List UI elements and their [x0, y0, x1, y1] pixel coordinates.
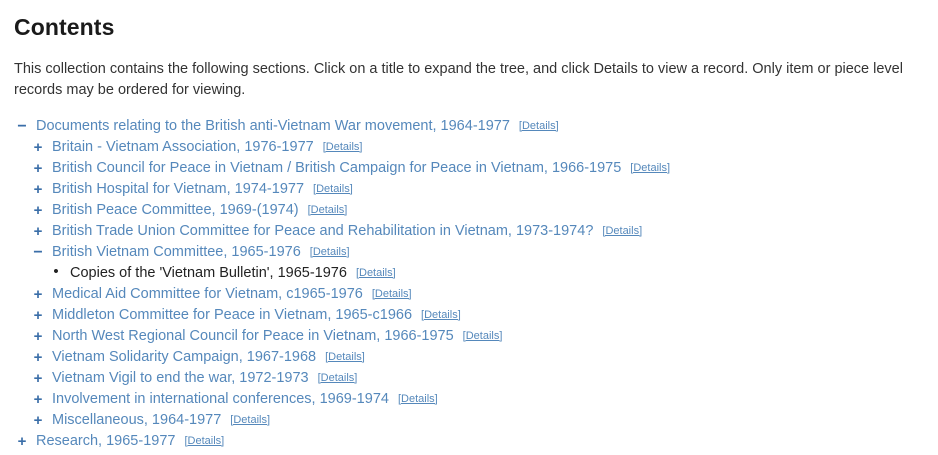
tree-node — [30, 325, 924, 346]
tree-node-title[interactable]: British Hospital for Vietnam, 1974-1977 — [52, 180, 305, 197]
tree-node-title[interactable]: Documents relating to the British anti-Vietnam War movement, 1964-1977 — [36, 117, 510, 134]
tree-node — [30, 283, 924, 304]
tree-node — [30, 367, 924, 388]
page-title: Contents — [14, 14, 115, 40]
tree-node — [30, 304, 924, 325]
intro-text: This collection contains the following sections. Click on a title to expand the tree, and click Details to view a record. Only item or piece level records may be ordered for viewing. — [14, 61, 903, 99]
expand-icon[interactable]: + — [33, 285, 43, 303]
collapse-icon[interactable]: − — [17, 117, 27, 135]
expand-icon[interactable]: + — [33, 369, 43, 387]
tree-node-title[interactable]: Miscellaneous, 1964-1977 — [52, 411, 222, 428]
details-link[interactable]: [Details] — [230, 413, 271, 426]
tree-node — [14, 430, 924, 451]
tree-node — [30, 220, 924, 241]
tree-node — [30, 409, 924, 430]
tree-node — [30, 199, 924, 220]
tree-node-title[interactable]: Research, 1965-1977 — [36, 432, 176, 449]
details-link[interactable]: [Details] — [307, 203, 348, 216]
tree-node — [30, 178, 924, 199]
details-link[interactable]: [Details] — [309, 245, 350, 258]
expand-icon[interactable]: + — [33, 327, 43, 345]
tree-node — [30, 346, 924, 367]
tree-node-title[interactable]: Middleton Committee for Peace in Vietnam, 1965-c1966 — [52, 306, 413, 323]
tree-node-title[interactable]: Vietnam Vigil to end the war, 1972-1973 — [52, 369, 309, 386]
expand-icon[interactable]: + — [17, 432, 27, 450]
details-link[interactable]: [Details] — [317, 371, 358, 384]
tree-node-title[interactable]: Vietnam Solidarity Campaign, 1967-1968 — [52, 348, 317, 365]
details-link[interactable]: [Details] — [371, 287, 412, 300]
details-link[interactable]: [Details] — [397, 392, 438, 405]
details-link[interactable]: [Details] — [462, 329, 503, 342]
tree-node — [30, 157, 924, 178]
details-link[interactable]: [Details] — [421, 308, 461, 321]
bullet-icon: • — [53, 262, 59, 280]
expand-icon[interactable]: + — [33, 348, 43, 366]
expand-icon[interactable]: + — [33, 201, 43, 219]
details-link[interactable]: [Details] — [630, 161, 671, 174]
tree-node — [48, 262, 924, 283]
details-link[interactable]: [Details] — [313, 182, 353, 195]
details-link[interactable]: [Details] — [322, 140, 363, 153]
details-link[interactable]: [Details] — [325, 350, 365, 363]
tree-node-title[interactable]: British Peace Committee, 1969-(1974) — [52, 201, 299, 218]
contents-tree — [14, 115, 924, 451]
tree-node-title[interactable]: Medical Aid Committee for Vietnam, c1965-1976 — [52, 285, 363, 302]
collapse-icon[interactable]: − — [33, 243, 43, 261]
expand-icon[interactable]: + — [33, 138, 43, 156]
details-link[interactable]: [Details] — [184, 434, 225, 447]
expand-icon[interactable]: + — [33, 180, 43, 198]
details-link[interactable]: [Details] — [518, 119, 559, 132]
tree-node — [30, 136, 924, 157]
tree-node-title[interactable]: British Trade Union Committee for Peace and Rehabilitation in Vietnam, 1973-1974? — [52, 222, 594, 239]
tree-node — [14, 115, 924, 136]
tree-node-title[interactable]: Britain - Vietnam Association, 1976-1977 — [52, 138, 314, 155]
tree-node-title[interactable]: North West Regional Council for Peace in Vietnam, 1966-1975 — [52, 327, 454, 344]
expand-icon[interactable]: + — [33, 159, 43, 177]
expand-icon[interactable]: + — [33, 306, 43, 324]
expand-icon[interactable]: + — [33, 222, 43, 240]
details-link[interactable]: [Details] — [355, 266, 396, 279]
tree-node-title[interactable]: Copies of the 'Vietnam Bulletin', 1965-1976 — [70, 264, 347, 281]
tree-node-title[interactable]: Involvement in international conferences, 1969-1974 — [52, 390, 389, 407]
expand-icon[interactable]: + — [33, 390, 43, 408]
tree-node — [30, 241, 924, 262]
expand-icon[interactable]: + — [33, 411, 43, 429]
tree-node-title[interactable]: British Vietnam Committee, 1965-1976 — [52, 243, 301, 260]
tree-node-title[interactable]: British Council for Peace in Vietnam / British Campaign for Peace in Vietnam, 1966-1975 — [52, 159, 622, 176]
tree-node — [30, 388, 924, 409]
details-link[interactable]: [Details] — [602, 224, 643, 237]
